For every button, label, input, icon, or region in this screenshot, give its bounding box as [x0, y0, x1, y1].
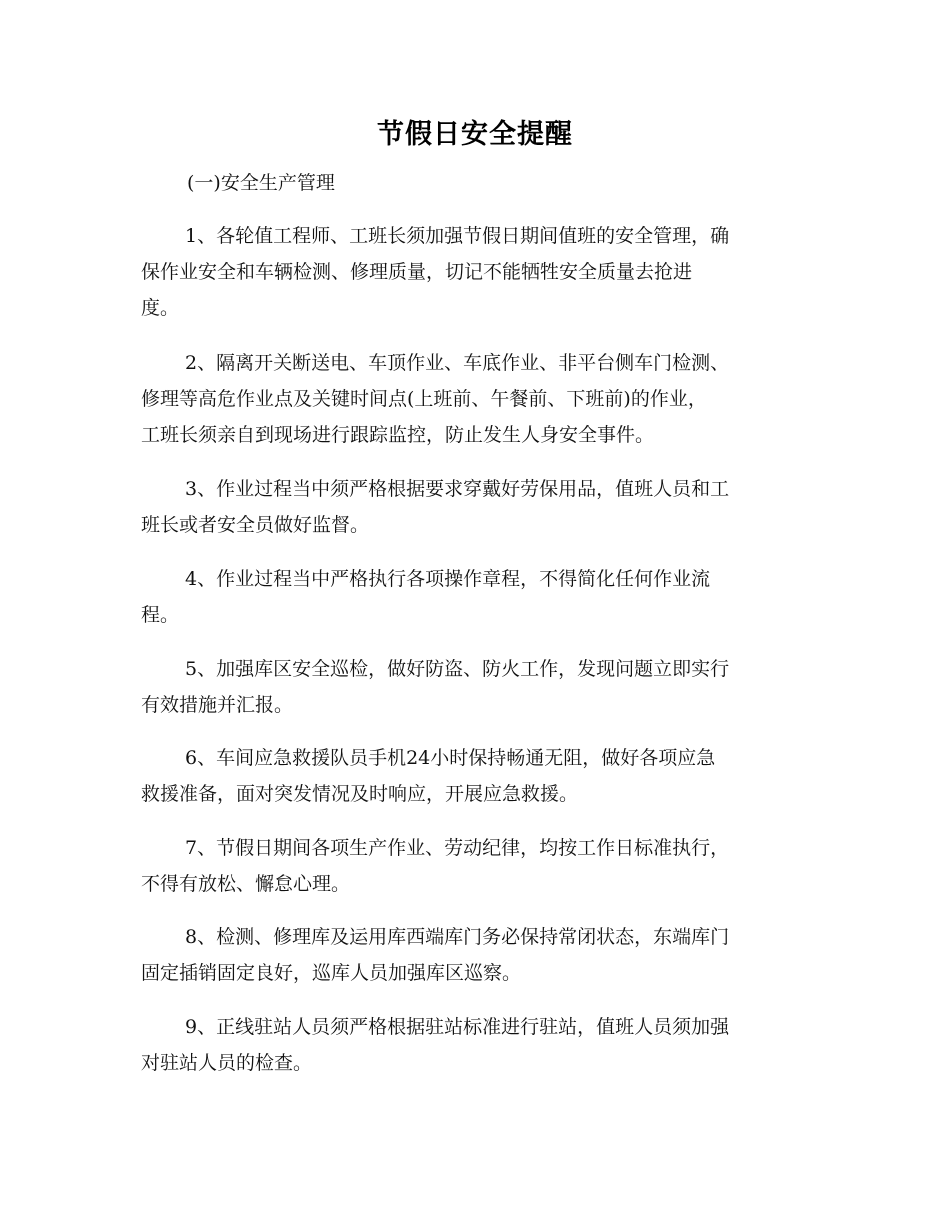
paragraph-line: 3、作业过程当中须严格根据要求穿戴好劳保用品，值班人员和工 — [185, 478, 730, 500]
paragraph-line: 6、车间应急救援队员手机24小时保持畅通无阻，做好各项应急 — [185, 747, 716, 769]
paragraph-7 — [141, 830, 811, 902]
paragraph-5 — [141, 651, 811, 723]
paragraph-line: 1、各轮值工程师、工班长须加强节假日期间值班的安全管理，确 — [185, 225, 730, 247]
paragraph-line: 5、加强库区安全巡检，做好防盗、防火工作，发现问题立即实行 — [185, 658, 730, 680]
paragraph-line: 有效措施并汇报。 — [141, 694, 294, 716]
paragraph-line: 4、作业过程当中严格执行各项操作章程，不得简化任何作业流 — [185, 568, 711, 590]
paragraph-2 — [141, 345, 811, 453]
paragraph-line: 程。 — [141, 604, 180, 626]
paragraph-line: 不得有放松、懈怠心理。 — [141, 873, 351, 895]
paragraph-line: 固定插销固定良好，巡库人员加强库区巡察。 — [141, 962, 522, 984]
paragraph-3 — [141, 471, 811, 543]
paragraph-line: 7、节假日期间各项生产作业、劳动纪律，均按工作日标准执行， — [185, 837, 730, 859]
paragraph-line: 9、正线驻站人员须严格根据驻站标准进行驻站，值班人员须加强 — [185, 1016, 730, 1038]
paragraph-4 — [141, 561, 811, 633]
paragraph-line: 度。 — [141, 297, 180, 319]
paragraph-6 — [141, 740, 811, 812]
paragraph-9 — [141, 1009, 811, 1081]
paragraph-line: 工班长须亲自到现场进行跟踪监控，防止发生人身安全事件。 — [141, 424, 655, 446]
document-title: 节假日安全提醒 — [377, 119, 573, 150]
section-heading: (一)安全生产管理 — [187, 172, 335, 194]
paragraph-1 — [141, 218, 811, 326]
paragraph-line: 修理等高危作业点及关键时间点(上班前、午餐前、下班前)的作业， — [141, 388, 707, 410]
paragraph-line: 保作业安全和车辆检测、修理质量，切记不能牺牲安全质量去抢进 — [141, 261, 693, 283]
paragraph-line: 8、检测、修理库及运用库西端库门务必保持常闭状态，东端库门 — [185, 926, 730, 948]
paragraph-line: 班长或者安全员做好监督。 — [141, 514, 370, 536]
paragraph-line: 对驻站人员的检查。 — [141, 1052, 313, 1074]
paragraph-line: 2、隔离开关断送电、车顶作业、车底作业、非平台侧车门检测、 — [185, 352, 730, 374]
paragraph-8 — [141, 919, 811, 991]
paragraph-line: 救援准备，面对突发情况及时响应，开展应急救援。 — [141, 783, 579, 805]
